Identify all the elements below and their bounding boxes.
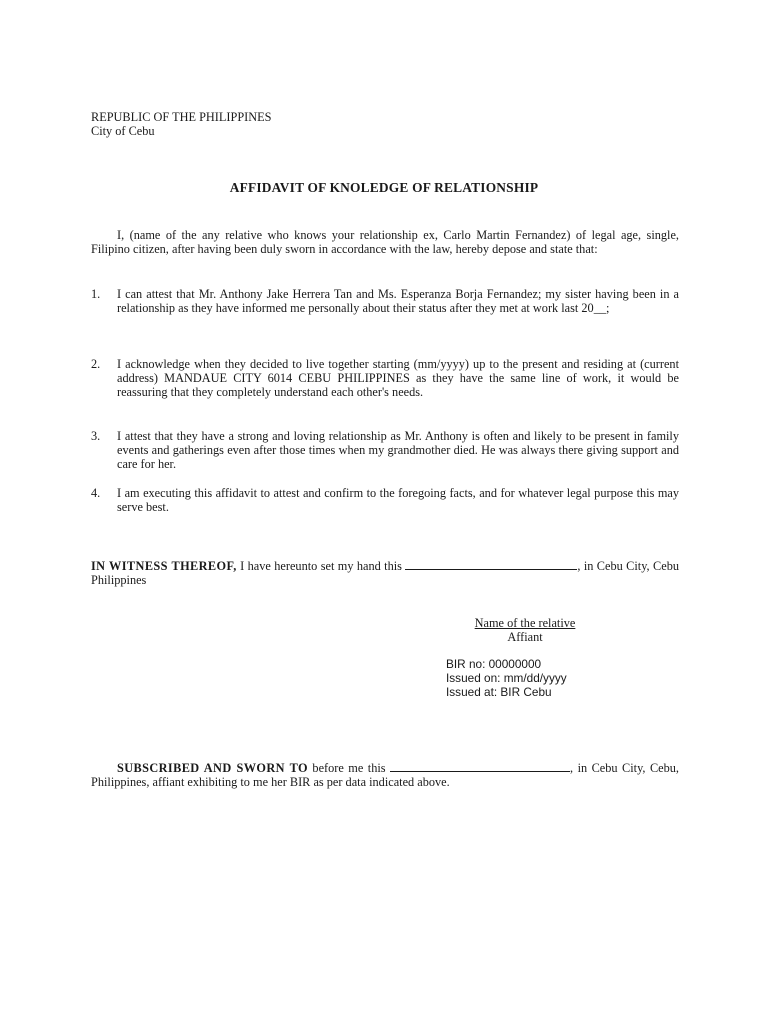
bir-details xyxy=(446,657,567,700)
intro-paragraph: I, (name of the any relative who knows your relationship ex, Carlo Martin Fernandez) of legal age, single, Filipino citizen, after having been duly sworn in accordance with the law, hereby depose and state that: xyxy=(91,228,679,257)
witness-text-after: , in Cebu City, Cebu Philippines xyxy=(91,559,679,588)
sworn-lead: SUBSCRIBED AND SWORN TO xyxy=(117,761,308,775)
sworn-text-before: before me this xyxy=(307,761,391,775)
list-item-text: I can attest that Mr. Anthony Jake Herrera Tan and Ms. Esperanza Borja Fernandez; my sister having been in a relationship as they have informed me personally about their status after they met at work last 20__; xyxy=(117,287,679,316)
list-item-number: 3. xyxy=(91,429,101,443)
bir-issued-at: Issued at: BIR Cebu xyxy=(446,685,552,700)
bir-issued-on: Issued on: mm/dd/yyyy xyxy=(446,671,567,686)
list-item-number: 1. xyxy=(91,287,101,301)
affiant-name: Name of the relative xyxy=(474,616,576,630)
list-item-text: I attest that they have a strong and loving relationship as Mr. Anthony is often and likely to be present in family events and gatherings even after those times when my grandmother died. He was always there giving support and care for her. xyxy=(117,429,679,472)
list-item xyxy=(91,287,679,315)
list-item-text: I acknowledge when they decided to live together starting (mm/yyyy) up to the present and residing at (current address) MANDAUE CITY 6014 CEBU PHILIPPINES as they have the same line of work, it would be reassuring that they completely understand each other's needs. xyxy=(117,357,679,400)
bir-number: BIR no: 00000000 xyxy=(446,657,542,671)
affiant-signature-block xyxy=(420,616,630,644)
sworn-date-blank xyxy=(390,760,570,772)
list-item-number: 4. xyxy=(91,486,101,500)
sworn-text-after: , in Cebu City, Cebu, Philippines, affiant exhibiting to me her BIR as per data indicated above. xyxy=(91,761,679,790)
affiant-role: Affiant xyxy=(507,630,543,645)
witness-lead: IN WITNESS THEREOF, xyxy=(91,559,237,573)
list-item-text: I am executing this affidavit to attest and confirm to the foregoing facts, and for whatever legal purpose this may serve best. xyxy=(117,486,679,515)
header-city: City of Cebu xyxy=(91,124,155,139)
document-header xyxy=(91,110,272,138)
list-item-number: 2. xyxy=(91,357,101,371)
document-title: AFFIDAVIT OF KNOLEDGE OF RELATIONSHIP xyxy=(229,180,539,195)
list-item xyxy=(91,357,679,400)
list-item xyxy=(91,486,679,514)
witness-paragraph xyxy=(91,558,679,587)
witness-text-before: I have hereunto set my hand this xyxy=(236,559,406,573)
list-item xyxy=(91,429,679,472)
witness-date-blank xyxy=(405,558,577,570)
sworn-paragraph xyxy=(91,760,679,789)
header-country: REPUBLIC OF THE PHILIPPINES xyxy=(91,110,272,124)
